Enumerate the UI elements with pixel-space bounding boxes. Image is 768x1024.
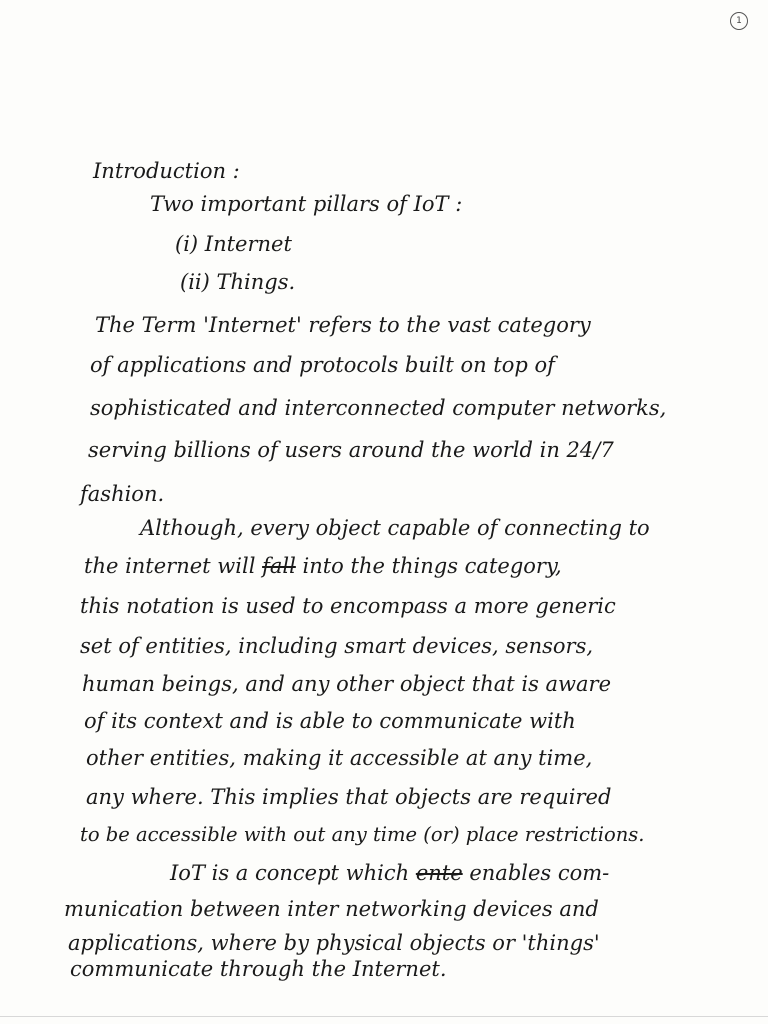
struck-word: fall <box>262 554 296 578</box>
struck-word: ente <box>415 861 463 885</box>
paragraph-line: sophisticated and interconnected computer networks, <box>90 396 667 420</box>
line-text: enables com- <box>462 861 610 885</box>
paragraph-line: of applications and protocols built on top of <box>90 353 555 377</box>
page-bottom-edge <box>0 1016 768 1017</box>
paragraph-line: serving billions of users around the world in 24/7 <box>88 438 614 462</box>
paragraph-line: this notation is used to encompass a more generic <box>80 594 616 618</box>
pillar-item: (ii) Things. <box>180 270 296 294</box>
line-text: IoT is a concept which <box>170 861 416 885</box>
pillars-intro: Two important pillars of IoT : <box>150 192 463 216</box>
line-text: the internet will <box>84 554 263 578</box>
paragraph-line: munication between inter networking devices and <box>64 897 599 921</box>
paragraph-line: communicate through the Internet. <box>70 957 447 981</box>
paragraph-line: to be accessible with out any time (or) place restrictions. <box>80 823 645 846</box>
heading: Introduction : <box>93 159 240 183</box>
paragraph-line: The Term 'Internet' refers to the vast category <box>95 313 591 337</box>
paragraph-line: human beings, and any other object that is aware <box>82 672 612 696</box>
paragraph-line: of its context and is able to communicate with <box>84 709 576 733</box>
paragraph-line: Although, every object capable of connecting to <box>140 516 650 540</box>
line-text: into the things category, <box>295 554 562 578</box>
paragraph-line: applications, where by physical objects or 'things' <box>68 931 600 955</box>
paragraph-line: any where. This implies that objects are required <box>86 785 612 809</box>
paragraph-line <box>84 553 562 579</box>
paragraph-line: set of entities, including smart devices, sensors, <box>80 634 594 658</box>
page-number: 1 <box>730 12 748 30</box>
paragraph-line <box>170 860 609 886</box>
pillar-item: (i) Internet <box>175 232 292 256</box>
paragraph-line: other entities, making it accessible at any time, <box>86 746 593 770</box>
paragraph-line: fashion. <box>80 482 165 506</box>
